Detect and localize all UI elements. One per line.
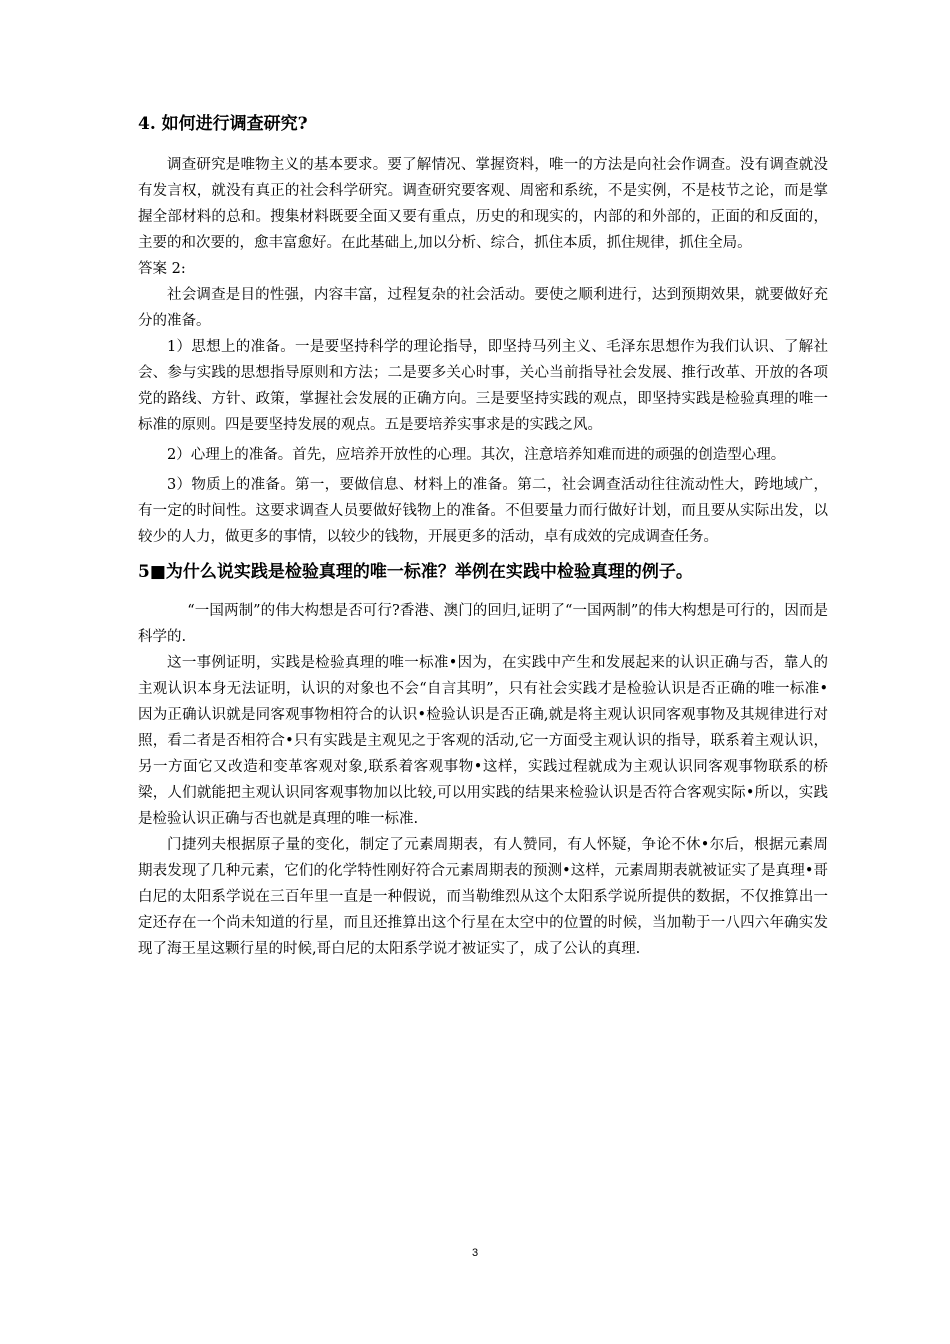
section-5-paragraph-2: 这一事例证明，实践是检验真理的唯一标准•因为，在实践中产生和发展起来的认识正确与否，靠人的主观认识本身无法证明，认识的对象也不会“自言其明”，只有社会实践才是检验认识是否正确的唯一标准•因为正确认识就是同客观事物相符合的认识•检验认识是否正确,就是将主观认识同客观事物及其规律进行对照，看二者是否相符合•只有实践是主观见之于客观的活动,它一方面受主观认识的指导，联系着主观认识，另一方面它又改造和变革客观对象,联系着客观事物•这样，实践过程就成为主观认识同客观事物联系的桥梁，人们就能把主观认识同客观事物加以比较,可以用实践的结果来检验认识是否符合客观实际•所以，实践是检验认识正确与否也就是真理的唯一标准. [138, 655, 828, 827]
page-number: 3 [471, 1247, 479, 1259]
answer-intro: 社会调查是目的性强，内容丰富，过程复杂的社会活动。要使之顺利进行，达到预期效果，就要做好充分的准备。 [138, 287, 828, 329]
section-5-heading: 5■为什么说实践是检验真理的唯一标准？举例在实践中检验真理的例子。 [138, 562, 693, 582]
section-5-paragraph-3: 门捷列夫根据原子量的变化，制定了元素周期表，有人赞同，有人怀疑，争论不休•尔后，根据元素周期表发现了几种元素，它们的化学特性刚好符合元素周期表的预测•这样，元素周期表就被证实了是真理•哥白尼的太阳系学说在三百年里一直是一种假说，而当勒维烈从这个太阳系学说所提供的数据，不仅推算出一定还存在一个尚未知道的行星，而且还推算出这个行星在太空中的位置的时候，当加勒于一八四六年确实发现了海王星这颗行星的时候,哥白尼的太阳系学说才被证实了，成了公认的真理. [138, 837, 828, 957]
page-content [138, 104, 828, 962]
answer-point-2: 2）心理上的准备。首先，应培养开放性的心理。其次，注意培养知难而进的顽强的创造型心理。 [167, 447, 786, 463]
section-4-heading: 4. 如何进行调查研究? [138, 114, 308, 134]
answer-label: 答案 2: [138, 261, 186, 277]
section-4-paragraph: 调查研究是唯物主义的基本要求。要了解情况、掌握资料，唯一的方法是向社会作调查。没有调查就没有发言权，就没有真正的社会科学研究。调查研究要客观、周密和系统，不是实例，不是枝节之论，而是掌握全部材料的总和。搜集材料既要全面又要有重点，历史的和现实的，内部的和外部的，正面的和反面的，主要的和次要的，愈丰富愈好。在此基础上,加以分析、综合，抓住本质，抓住规律，抓住全局。 [138, 157, 828, 251]
answer-point-1: 1）思想上的准备。一是要坚持科学的理论指导，即坚持马列主义、毛泽东思想作为我们认识、了解社会、参与实践的思想指导原则和方法；二是要多关心时事，关心当前指导社会发展、推行改革、开放的各项党的路线、方针、政策，掌握社会发展的正确方向。三是要坚持实践的观点，即坚持实践是检验真理的唯一标准的原则。四是要坚持发展的观点。五是要培养实事求是的实践之风。 [138, 339, 828, 433]
section-5-paragraph-1: “一国两制”的伟大构想是否可行?香港、澳门的回归,证明了“一国两制”的伟大构想是可行的，因而是科学的. [138, 603, 828, 645]
answer-point-3: 3）物质上的准备。第一，要做信息、材料上的准备。第二，社会调查活动往往流动性大，跨地域广，有一定的时间性。这要求调查人员要做好钱物上的准备。不但要量力而行做好计划，而且要从实际出发，以较少的人力，做更多的事情，以较少的钱物，开展更多的活动，卓有成效的完成调查任务。 [138, 477, 828, 545]
